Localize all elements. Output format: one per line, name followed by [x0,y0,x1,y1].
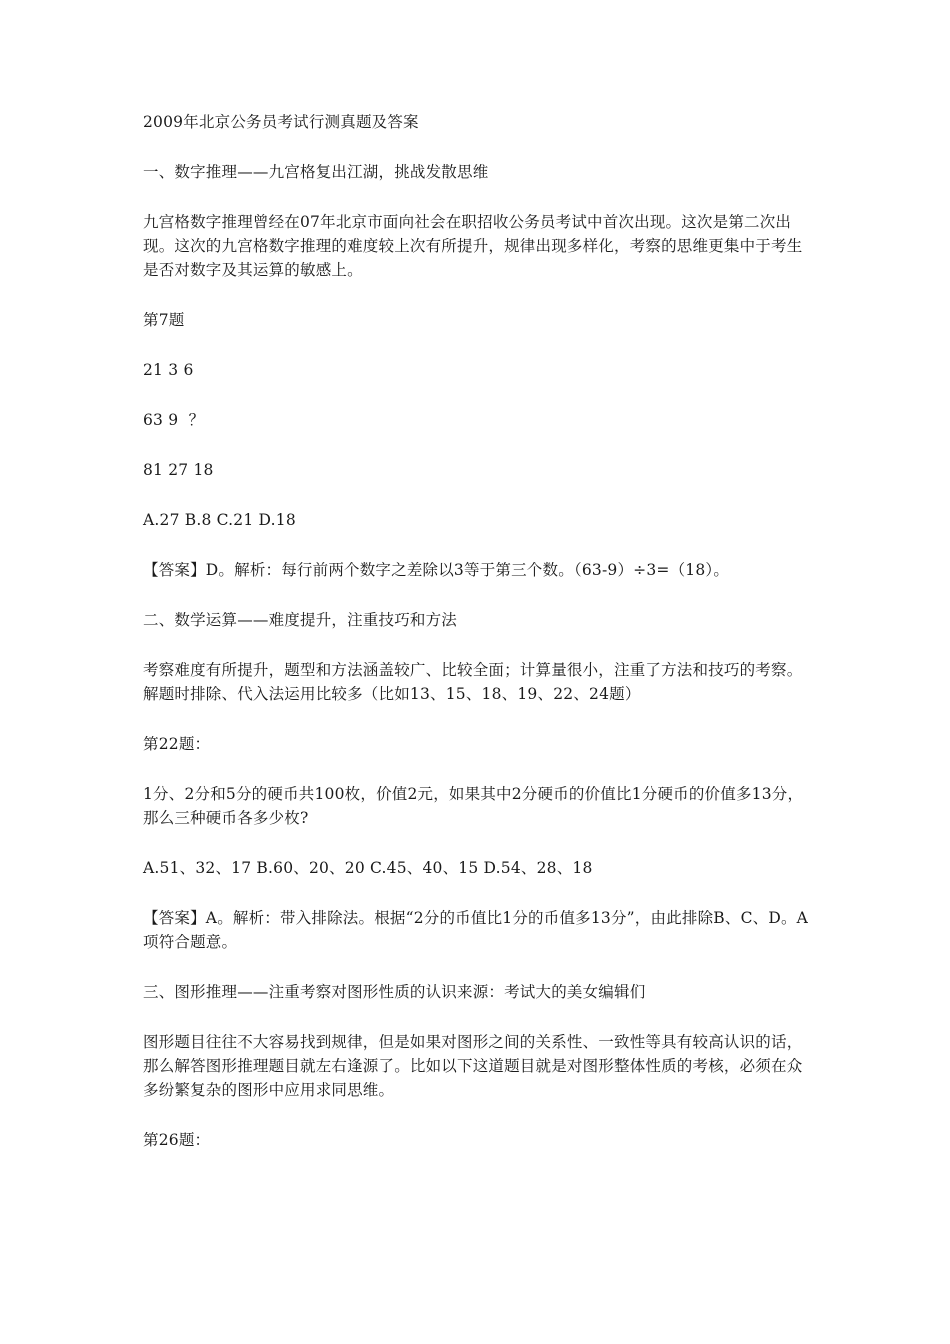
section-intro: 图形题目往往不大容易找到规律，但是如果对图形之间的关系性、一致性等具有较高认识的话，那么解答图形推理题目就左右逢源了。比如以下这道题目就是对图形整体性质的考核，必须在众多纷繁复杂的图形中应用求同思维。 [143,1033,803,1099]
grid-row: 21 3 6 [143,361,194,379]
document-title: 2009年北京公务员考试行测真题及答案 [143,113,419,131]
answer-options: A.51、32、17 B.60、20、20 C.45、40、15 D.54、28、18 [143,859,593,877]
question-text: 1分、2分和5分的硬币共100枚，价值2元，如果其中2分硬币的价值比1分硬币的价值多13分，那么三种硬币各多少枚? [143,785,804,827]
section-heading: 二、数学运算——难度提升，注重技巧和方法 [143,611,458,629]
question-label: 第22题： [143,735,211,753]
document-body [143,110,813,1178]
section-heading: 三、图形推理——注重考察对图形性质的认识来源：考试大的美女编辑们 [143,983,646,1001]
question-label: 第26题： [143,1131,211,1149]
section-heading: 一、数字推理——九宫格复出江湖，挑战发散思维 [143,163,489,181]
answer-explanation: 【答案】D。解析：每行前两个数字之差除以3等于第三个数。（63-9）÷3=（18）。 [143,561,730,579]
grid-row: 81 27 18 [143,461,214,479]
section-intro: 九宫格数字推理曾经在07年北京市面向社会在职招收公务员考试中首次出现。这次是第二次出现。这次的九宫格数字推理的难度较上次有所提升，规律出现多样化，考察的思维更集中于考生是否对数字及其运算的敏感上。 [143,213,803,279]
answer-explanation: 【答案】A。解析：带入排除法。根据“2分的币值比1分的币值多13分”，由此排除B、C、D。A项符合题意。 [143,909,809,951]
section-intro: 考察难度有所提升，题型和方法涵盖较广、比较全面；计算量很小，注重了方法和技巧的考察。解题时排除、代入法运用比较多（比如13、15、18、19、22、24题） [143,661,803,703]
answer-options: A.27 B.8 C.21 D.18 [143,511,296,529]
grid-row: 63 9 ？ [143,411,205,429]
question-label: 第7题 [143,311,185,329]
